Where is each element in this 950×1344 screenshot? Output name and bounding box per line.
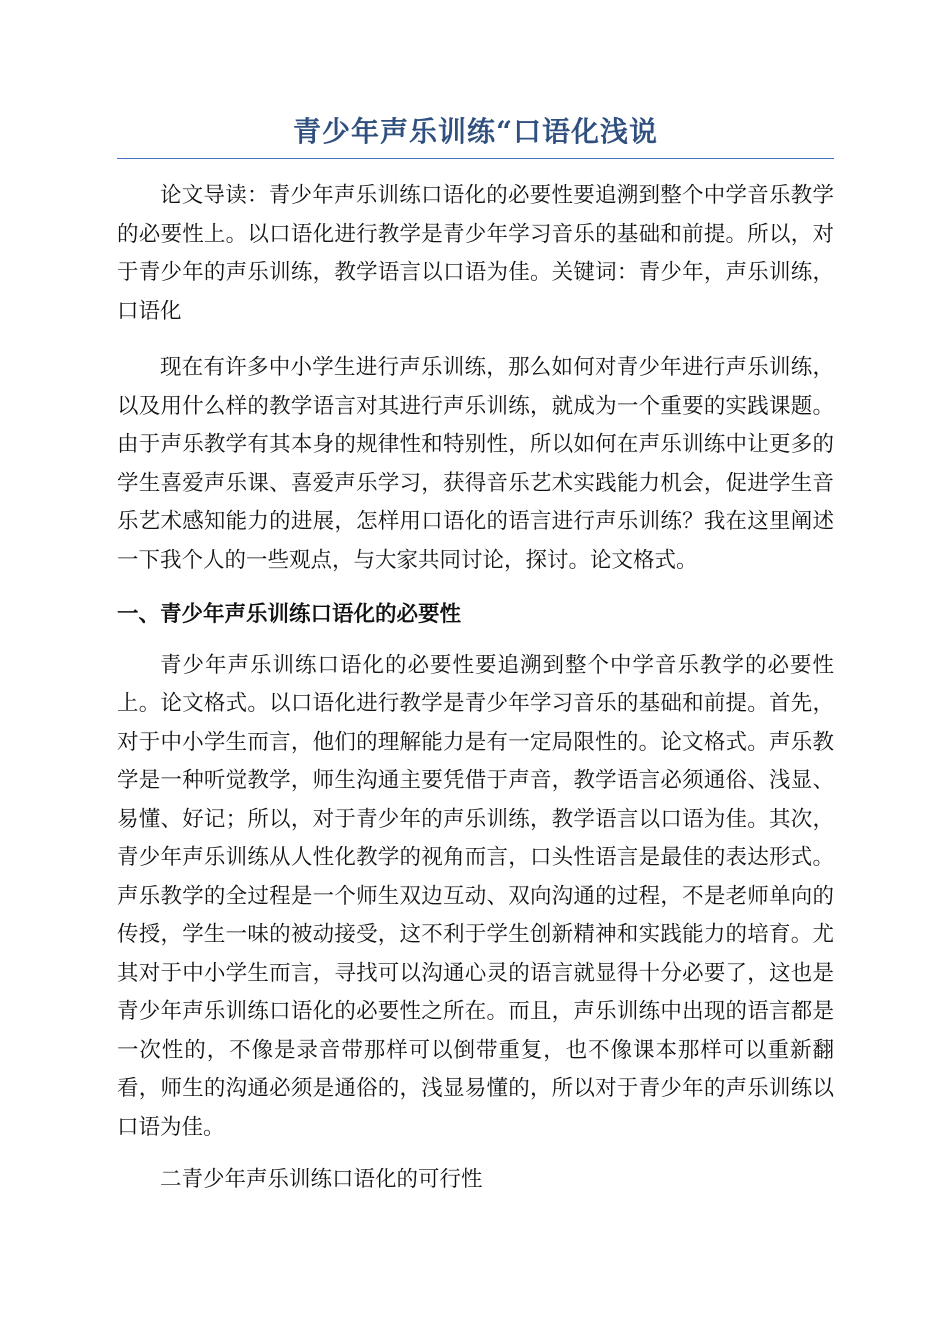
section-1-heading: 一、青少年声乐训练口语化的必要性 [117, 602, 462, 627]
section-2-heading: 二青少年声乐训练口语化的可行性 [160, 1167, 483, 1192]
document-title: 青少年声乐训练“口语化浅说 [117, 110, 834, 159]
document-page [117, 110, 834, 1200]
background-paragraph: 现在有许多中小学生进行声乐训练，那么如何对青少年进行声乐训练，以及用什么样的教学语言对其进行声乐训练，就成为一个重要的实践课题。由于声乐教学有其本身的规律性和特别性，所以如何在声乐训练中让更多的学生喜爱声乐课、喜爱声乐学习，获得音乐艺术实践能力机会，促进学生音乐艺术感知能力的进展，怎样用口语化的语言进行声乐训练？我在这里阐述一下我个人的一些观点，与大家共同讨论，探讨。论文格式。 [117, 355, 834, 573]
intro-paragraph: 论文导读：青少年声乐训练口语化的必要性要追溯到整个中学音乐教学的必要性上。以口语化进行教学是青少年学习音乐的基础和前提。所以，对于青少年的声乐训练，教学语言以口语为佳。关键词：青少年，声乐训练，口语化 [117, 183, 834, 324]
section-1-paragraph: 青少年声乐训练口语化的必要性要追溯到整个中学音乐教学的必要性上。论文格式。以口语化进行教学是青少年学习音乐的基础和前提。首先，对于中小学生而言，他们的理解能力是有一定局限性的。论文格式。声乐教学是一种听觉教学，师生沟通主要凭借于声音，教学语言必须通俗、浅显、易懂、好记；所以，对于青少年的声乐训练，教学语言以口语为佳。其次，青少年声乐训练从人性化教学的视角而言，口头性语言是最佳的表达形式。声乐教学的全过程是一个师生双边互动、双向沟通的过程，不是老师单向的传授，学生一味的被动接受，这不利于学生创新精神和实践能力的培育。尤其对于中小学生而言，寻找可以沟通心灵的语言就显得十分必要了，这也是青少年声乐训练口语化的必要性之所在。而且，声乐训练中出现的语言都是一次性的，不像是录音带那样可以倒带重复，也不像课本那样可以重新翻看，师生的沟通必须是通俗的，浅显易懂的，所以对于青少年的声乐训练以口语为佳。 [117, 652, 834, 1140]
